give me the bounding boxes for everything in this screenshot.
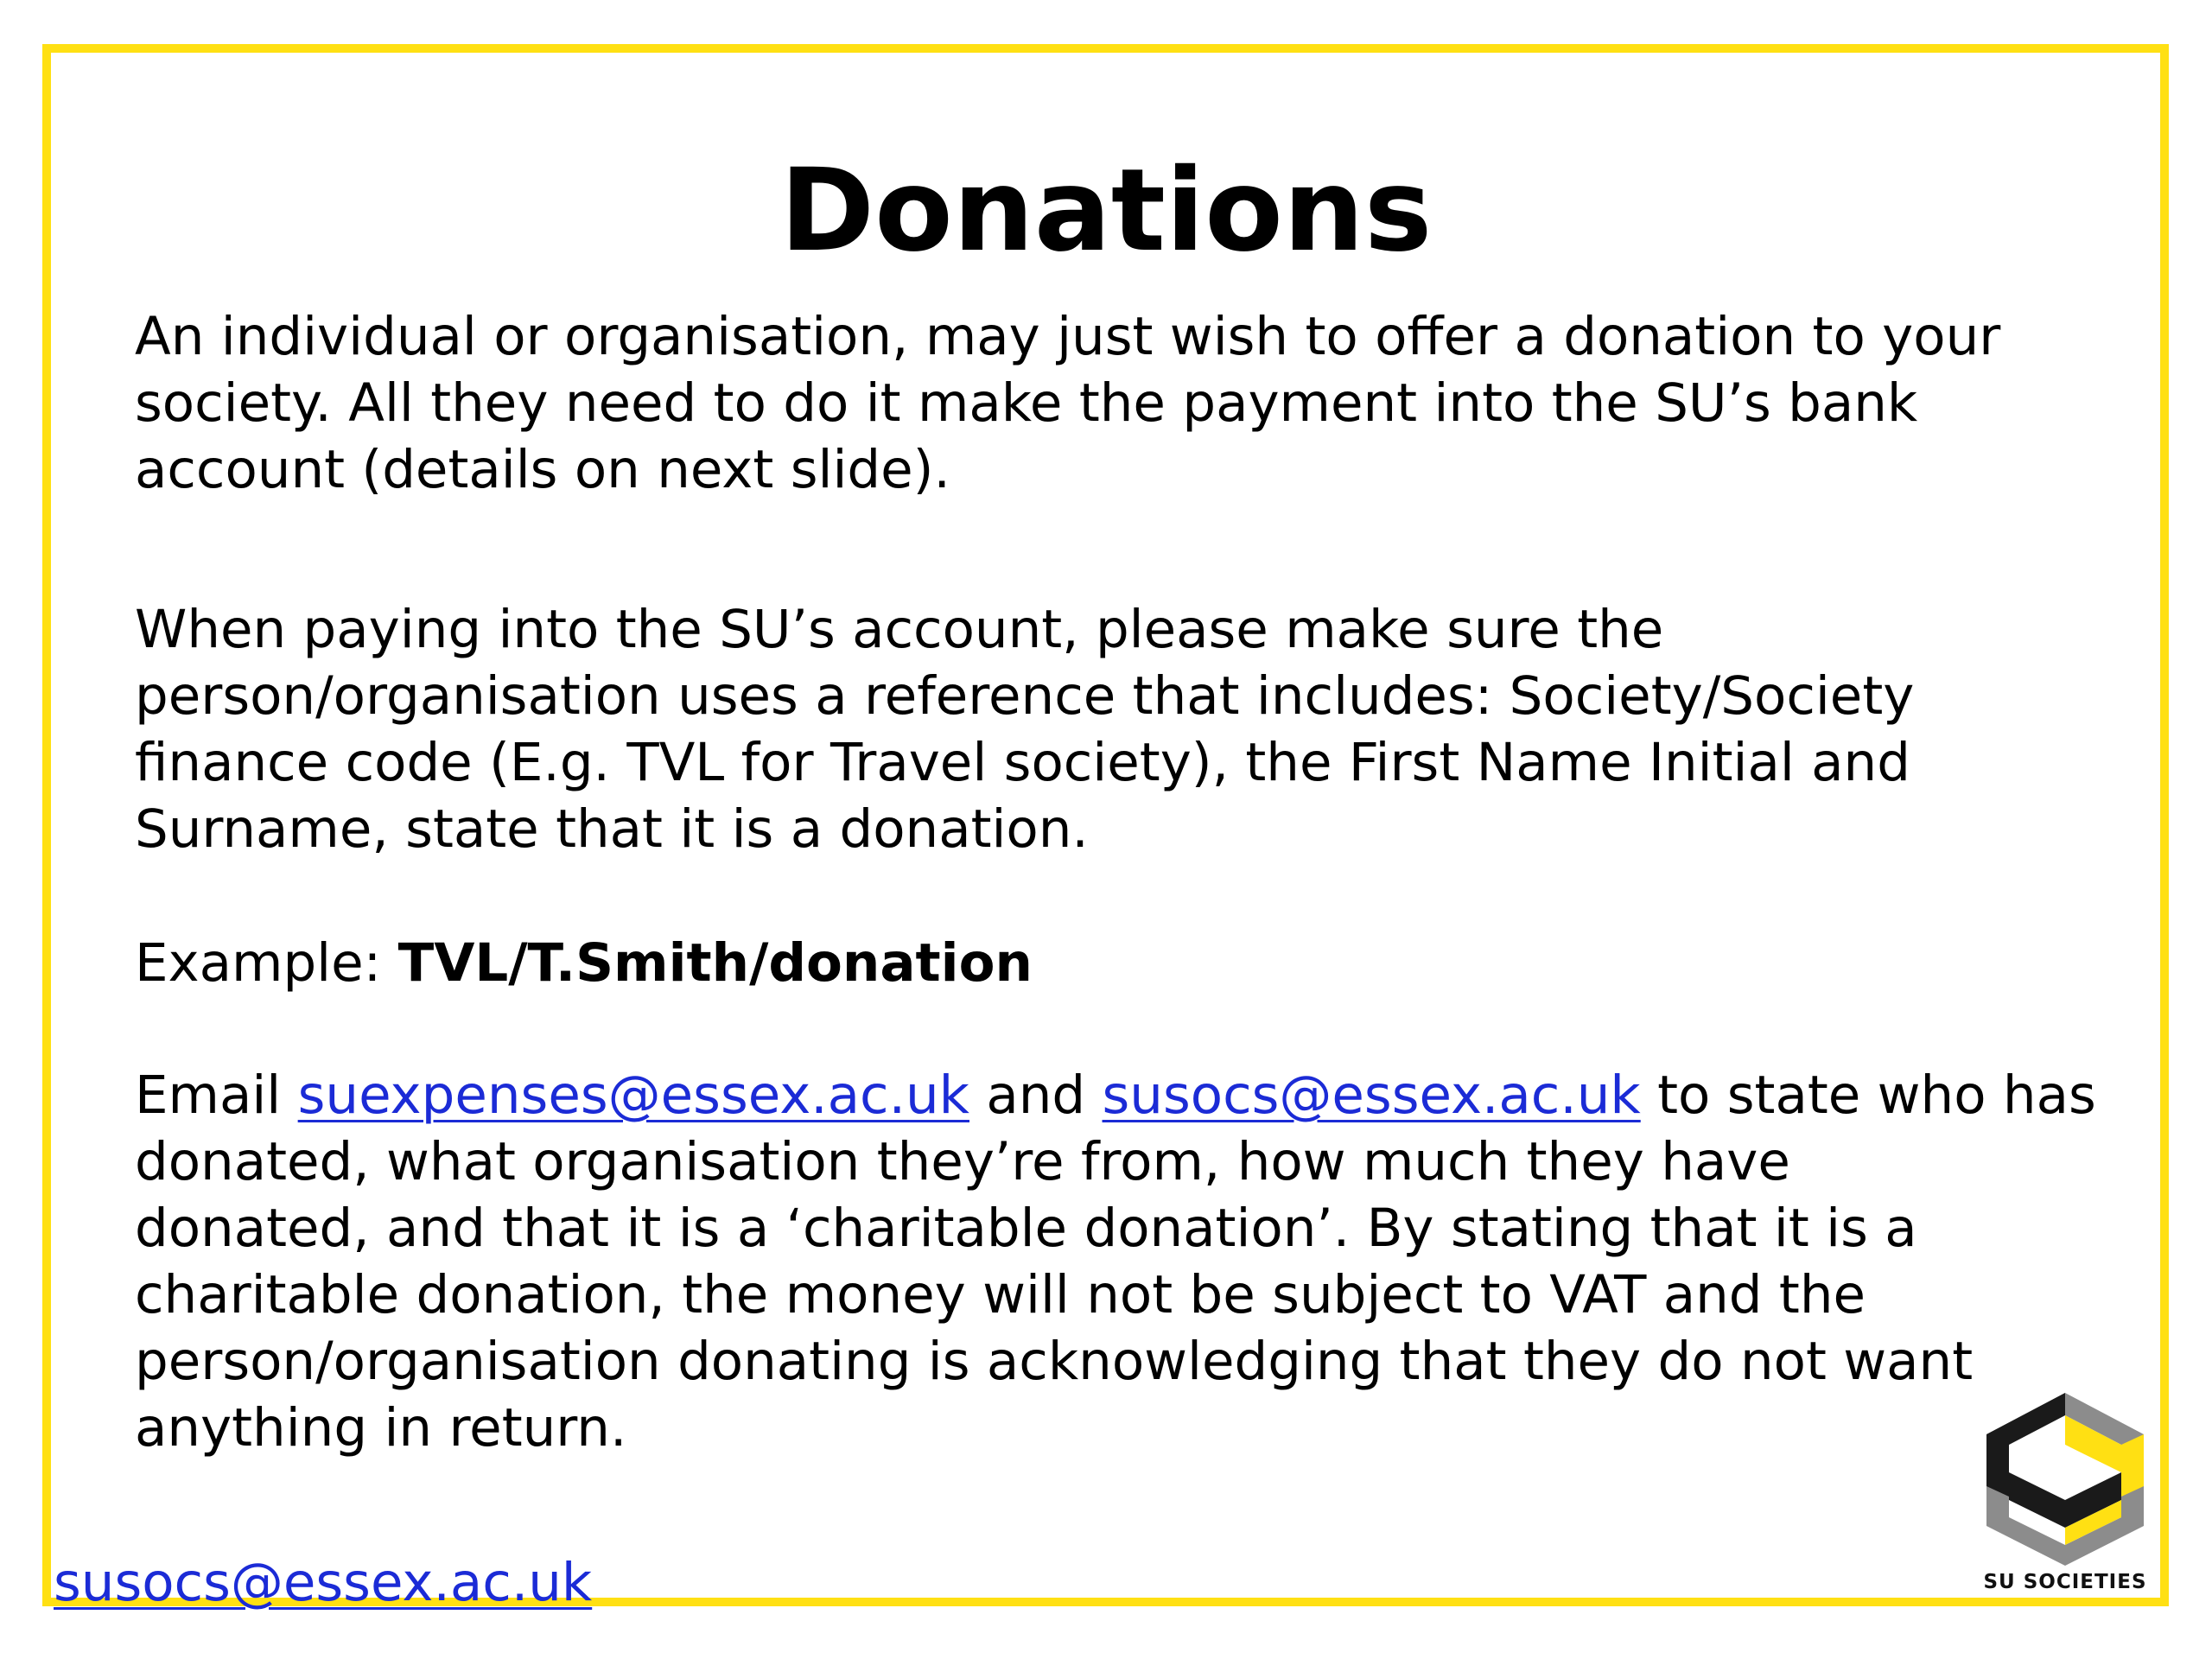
example-label: Example: <box>135 932 398 994</box>
logo-caption: SU SOCIETIES <box>1983 1571 2147 1593</box>
intro-paragraph: An individual or organisation, may just wish to offer a donation to your society. All they need to do it make the payment into the SU’s bank account (details on next slide). <box>135 306 2001 500</box>
slide-title: Donations <box>779 144 1433 277</box>
footer-email-link[interactable]: susocs@essex.ac.uk <box>54 1552 593 1613</box>
su-societies-logo <box>1983 1389 2147 1597</box>
email-prefix: Email <box>135 1065 298 1126</box>
email-and: and <box>969 1065 1103 1126</box>
email-suffix: to state who has donated, what organisation they’re from, how much they have donated, and that it is a ‘charitable donation’. By stating that it is a charitable donation, the money will not be subject to VAT and the person/organisation donating is acknowledging that they do not want anything in return. <box>135 1065 2096 1459</box>
example-reference: TVL/T.Smith/donation <box>397 932 1033 994</box>
susocs-email-link[interactable]: susocs@essex.ac.uk <box>1102 1065 1641 1126</box>
example-line <box>135 930 2122 996</box>
suexpenses-email-link[interactable]: suexpenses@essex.ac.uk <box>297 1065 969 1126</box>
email-paragraph <box>135 1062 2122 1461</box>
su-societies-logo-icon <box>1983 1389 2147 1567</box>
reference-paragraph: When paying into the SU’s account, please make sure the person/organisation uses a reference that includes: Society/Society finance code (E.g. TVL for Travel society), the First Name Initial and Surname, state that it is a donation. <box>135 599 1915 860</box>
